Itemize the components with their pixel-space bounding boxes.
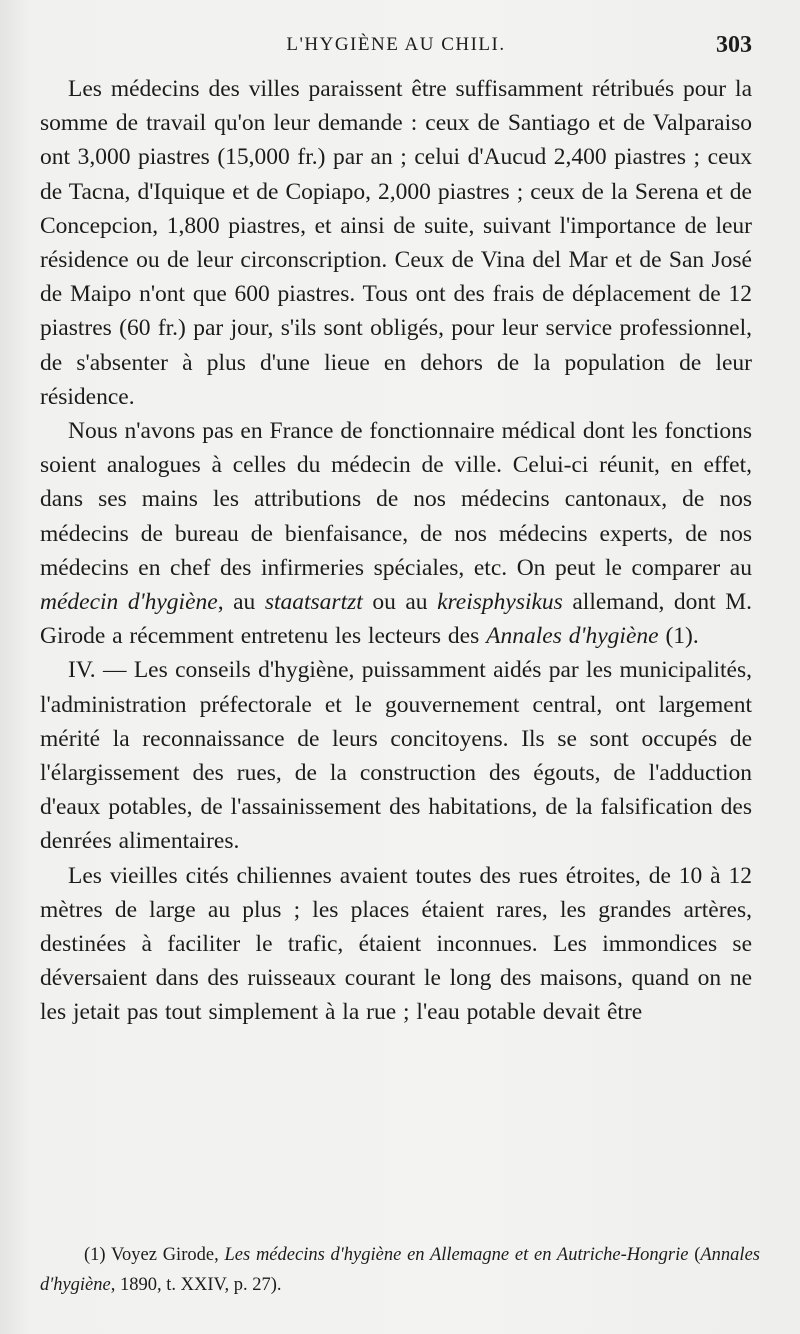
italic-text: Annales d'hygiène (486, 623, 659, 650)
text-run: Les médecins des villes paraissent être suffisamment rétribués pour la somme de travail qu'on leur demande : ceux de Santiago et de Valparaiso ont 3,000 piastres (15,000 fr.) par an ; celui d'Aucud 2,400 piastres ; ceux de Tacna, d'Iquique et de Copiapo, 2,000 piastres ; ceux de la Serena et de Concepcion, 1,800 piastres, et ainsi de suite, suivant l'importance de leur résidence ou de leur circonscription. Ceux de Vina del Mar et de San José de Maipo n'ont que 600 piastres. Tous ont des frais de déplacement de 12 piastres (60 fr.) par jour, s'ils sont obligés, pour leur service professionnel, de s'absenter à plus d'une lieue en dehors de la population de leur résidence. (40, 76, 752, 410)
italic-text: Les médecins d'hygiène en Allemagne et en Autriche-Hongrie (224, 1245, 689, 1265)
text-run: , 1890, t. XXIV, p. 27). (110, 1275, 282, 1295)
paragraph-hygiene-councils (40, 653, 752, 858)
italic-text: kreisphysikus (437, 589, 563, 616)
text-run: Les vieilles cités chiliennes avaient toutes des rues étroites, de 10 à 12 mètres de large au plus ; les places étaient rares, les grandes artères, destinées à faciliter le trafic, étaient inconnues. Les immondices se déversaient dans des ruisseaux courant le long des maisons, quand on ne les jetait pas tout simplement à la rue ; l'eau potable devait être (40, 862, 752, 1026)
text-run: IV. — Les conseils d'hygiène, puissamment aidés par les municipalités, l'administration préfectorale et le gouvernement central, ont largement mérité la reconnaissance de leurs concitoyens. Ils se sont occupés de l'élargissement des rues, de la construction des égouts, de l'adduction d'eaux potables, de l'assainissement des habitations, de la falsification des denrées alimentaires. (40, 657, 752, 855)
italic-text: médecin d'hygiène (40, 589, 218, 616)
page-header (40, 34, 752, 64)
text-run: ou au (362, 589, 438, 616)
italic-text: Annales d'hygiène (40, 1245, 760, 1295)
paragraph-doctor-salaries (40, 72, 752, 414)
paragraph-city-doctor-role (40, 414, 752, 653)
paragraph-old-chilean-cities (40, 859, 752, 1030)
text-run: Nous n'avons pas en France de fonctionnaire médical dont les fonctions soient analogues à celles du médecin de ville. Celui-ci réunit, en effet, dans ses mains les attributions de nos médecins cantonaux, de nos médecins de bureau de bienfaisance, de nos médecins experts, de nos médecins en chef des infirmeries spéciales, etc. On peut le comparer au (40, 418, 752, 581)
text-run: , au (217, 589, 265, 616)
running-head: L'HYGIÈNE AU CHILI. (286, 34, 506, 55)
italic-text: staatsartzt (264, 589, 363, 616)
text-run: allemand, dont M. Girode a récemment entretenu les lecteurs des (40, 589, 752, 650)
page-number: 303 (716, 32, 752, 58)
body-text (40, 72, 752, 1030)
text-run: ( (688, 1245, 701, 1265)
footnote (40, 1240, 760, 1300)
text-run: (1) Voyez Girode, (84, 1245, 225, 1265)
text-run: (1). (658, 623, 699, 650)
